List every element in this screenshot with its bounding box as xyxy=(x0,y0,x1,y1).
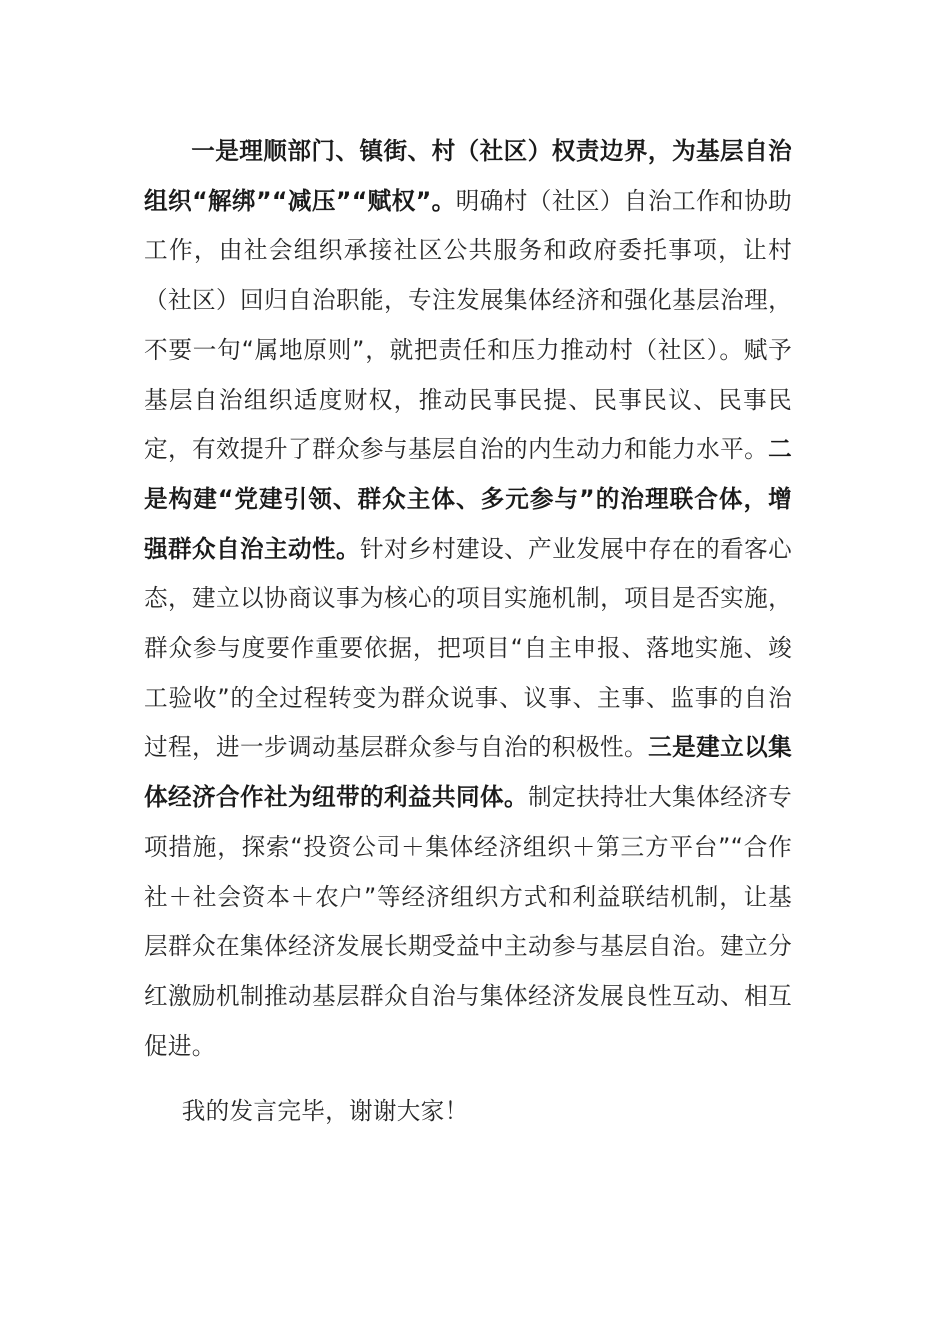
point-two-heading: 二是构建“党建引领、群众主体、多元参与”的治理联合体，增强群众自治主动性。 xyxy=(144,435,792,563)
point-two-text: 针对乡村建设、产业发展中存在的看客心态，建立以协商议事为核心的项目实施机制，项目是否实施，群众参与度要作重要依据，把项目“自主申报、落地实施、竣工验收”的全过程转变为群众说事、议事、主事、监事的自治过程，进一步调动基层群众参与自治的积极性。 xyxy=(144,534,793,762)
point-three-heading: 三是建立以集体经济合作社为纽带的利益共同体。 xyxy=(144,733,792,812)
point-one-heading: 一是理顺部门、镇街、村（社区）权责边界，为基层自治组织“解绑”“减压”“赋权”。 xyxy=(144,137,792,215)
closing-paragraph: 我的发言完毕，谢谢大家！ xyxy=(181,1097,469,1126)
point-three-text: 制定扶持壮大集体经济专项措施，探索“投资公司＋集体经济组织＋第三方平台”“合作社＋社会资本＋农户”等经济组织方式和利益联结机制，让基层群众在集体经济发展长期受益中主动参与基层自治。建立分红激励机制推动基层群众自治与集体经济发展良性互动、相互促进。 xyxy=(144,783,792,1060)
body-paragraph xyxy=(144,127,792,1071)
point-one-text: 明确村（社区）自治工作和协助工作，由社会组织承接社区公共服务和政府委托事项，让村（社区）回归自治职能，专注发展集体经济和强化基层治理，不要一句“属地原则”，就把责任和压力推动村（社区）。赋予基层自治组织适度财权，推动民事民提、民事民议、民事民定，有效提升了群众参与基层自治的内生动力和能力水平。 xyxy=(144,186,792,464)
document-body xyxy=(144,127,792,1137)
